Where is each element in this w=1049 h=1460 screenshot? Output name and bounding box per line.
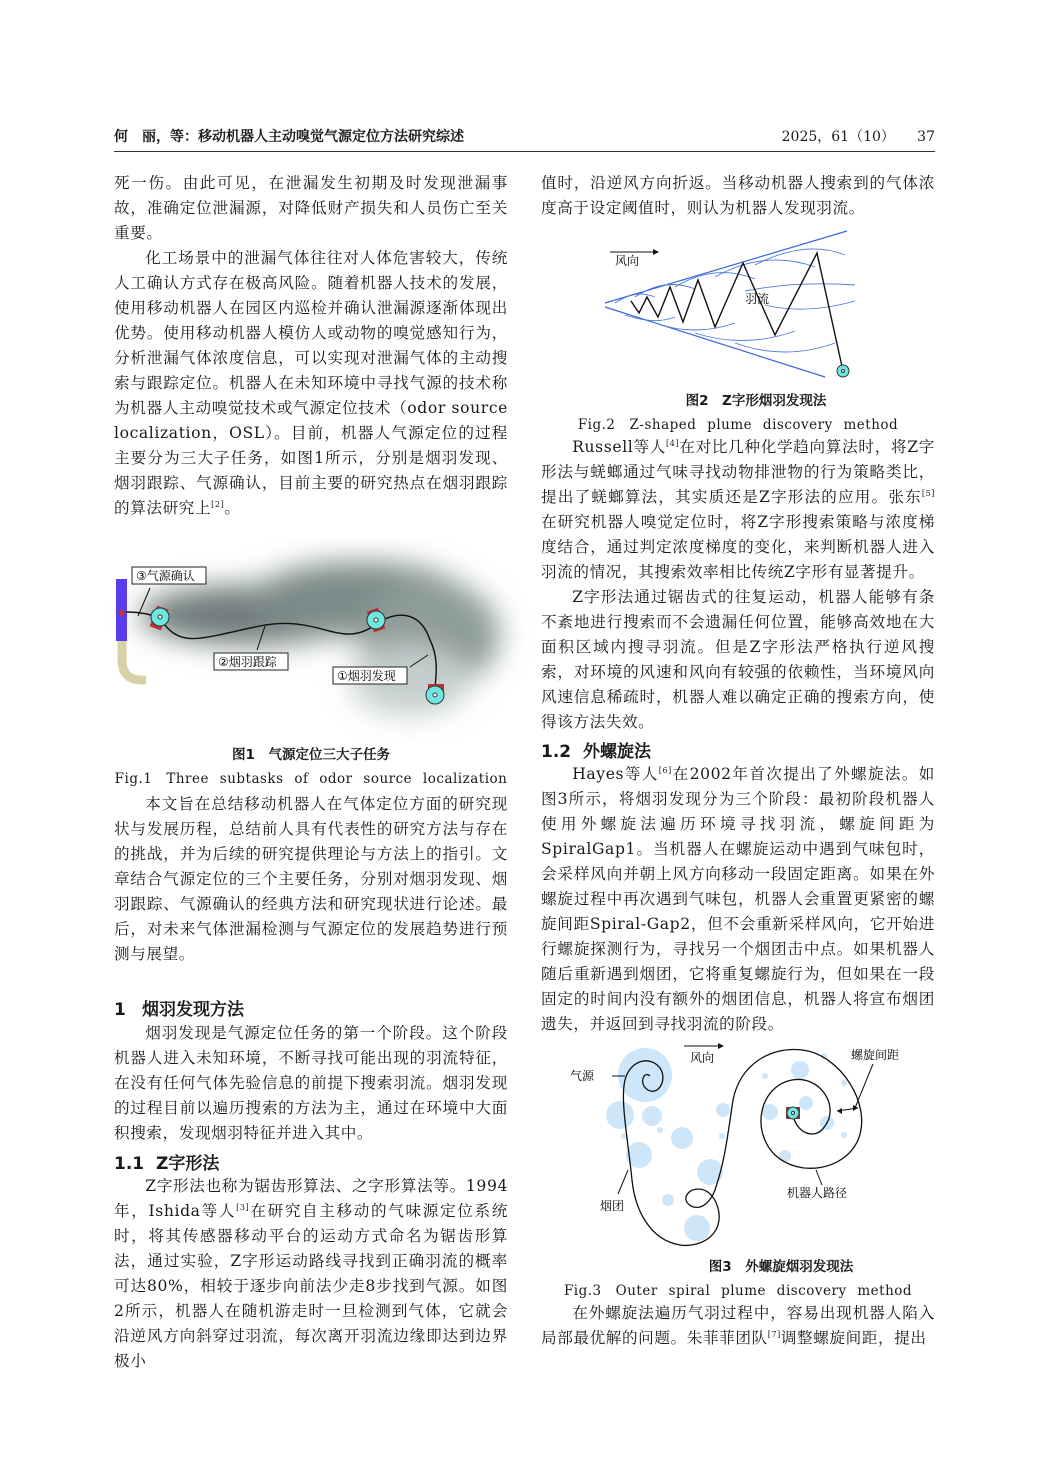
paragraph: 死一伤。由此可见，在泄漏发生初期及时发现泄漏事故，准确定位泄漏源，对降低财产损失和人员伤亡至关重要。 (114, 174, 508, 242)
puff-label: 烟团 (600, 1199, 625, 1213)
paragraph (541, 435, 935, 585)
robot-path-label: 机器人路径 (787, 1186, 848, 1200)
citation: [6] (658, 765, 672, 775)
header-title: 何 丽，等：移动机器人主动嗅觉气源定位方法研究综述 (114, 129, 464, 145)
header-issue: 2025，61（10） (781, 129, 895, 145)
figure-1-caption-en: Fig.1 Three subtasks of odor source localization (114, 771, 508, 787)
citation: [5] (921, 488, 935, 498)
robot-icon (837, 365, 849, 377)
running-header (114, 126, 935, 148)
robot-icon (426, 684, 444, 704)
paragraph-text: 在研究自主移动的气味源定位系统时，将其传感器移动平台的运动方式命名为锯齿形算法，通过实验，Z字形运动路线寻找到正确羽流的概率可达80%，相较于逐步向前法少走8步找到气源。如图2所示，机器人在随机游走时一旦检测到气体，它就会沿逆风方向斜穿过羽流，每次离开羽流边缘即达到边界极小 (114, 1202, 508, 1370)
paragraph (541, 762, 935, 1037)
section-heading-1-1 (114, 1149, 219, 1174)
plume-boundary (605, 231, 847, 303)
paragraph: 值时，沿逆风方向折返。当移动机器人搜索到的气体浓度高于设定阈值时，则认为机器人发现羽流。 (541, 174, 935, 217)
label-source-confirm: ③气源确认 (136, 569, 195, 583)
citation: [7] (767, 1329, 781, 1339)
section-title: 外螺旋法 (583, 742, 651, 762)
figure-3-caption-cn: 图3 外螺旋烟羽发现法 (708, 1259, 854, 1275)
paragraph (114, 246, 508, 521)
paragraph-text: 化工场景中的泄漏气体往往对人体危害较大，传统人工确认方式存在极高风险。随着机器人技术的发展，使用移动机器人在园区内巡检并确认泄漏源逐渐体现出优势。使用移动机器人模仿人或动物的嗅觉感知行为，分析泄漏气体浓度信息，可以实现对泄漏气体的主动搜索与跟踪定位。机器人在未知环境中寻找气源的技术称为机器人主动嗅觉技术或气源定位技术（odor source localization，OSL）。目前，机器人气源定位的过程主要分为三大子任务，如图1所示，分别是烟羽发现、烟羽跟踪、气源确认，目前主要的研究热点在烟羽跟踪的算法研究上 (114, 249, 508, 517)
paragraph-text: Z字形法也称为锯齿形算法、之字形算法等。1994年，Ishida等人 (114, 1177, 508, 1220)
citation: [2] (211, 499, 225, 509)
figure-2-diagram (595, 225, 875, 385)
figure-2-caption-en: Fig.2 Z-shaped plume discovery method (577, 417, 899, 433)
figure-3-caption-en: Fig.3 Outer spiral plume discovery method (563, 1283, 913, 1299)
paragraph: 烟羽发现是气源定位任务的第一个阶段。这个阶段机器人进入未知环境，不断寻找可能出现的羽流特征，在没有任何气体先验信息的前提下搜索羽流。烟羽发现的过程目前以遍历搜索的方法为主，通过在环境中大面积搜索，发现烟羽特征并进入其中。 (114, 1024, 508, 1142)
section-title: Z字形法 (156, 1154, 220, 1174)
figure-1-caption-cn: 图1 气源定位三大子任务 (232, 747, 390, 763)
plume-label: 羽流 (745, 292, 770, 306)
header-issue-page (782, 126, 935, 146)
paragraph-text: Russell等人 (572, 438, 667, 456)
section-number: 1.2 (541, 742, 572, 762)
header-rule (114, 151, 935, 152)
section-heading-1-2 (541, 737, 651, 762)
section-number: 1 (114, 1000, 126, 1020)
paragraph-text: 调整螺旋间距，提出 (780, 1329, 927, 1347)
paragraph: Z字形法通过锯齿式的往复运动，机器人能够有条不紊地进行搜索而不会遗漏任何位置，能够高效地在大面积区域内搜寻羽流。但是Z字形法严格执行逆风搜索，对环境的风速和风向有较强的依赖性，当环境风向风速信息稀疏时，机器人难以确定正确的搜索方向，使得该方法失效。 (541, 588, 935, 731)
wind-direction-label: 风向 (615, 254, 640, 268)
paragraph (541, 1301, 935, 1351)
section-title: 烟羽发现方法 (142, 1000, 244, 1020)
paragraph: 本文旨在总结移动机器人在气体定位方面的研究现状与发展历程，总结前人具有代表性的研究方法与存在的挑战，并为后续的研究提供理论与方法上的指引。文章结合气源定位的三个主要任务，分别对烟羽发现、烟羽跟踪、气源确认的经典方法和研究现状进行论述。最后，对未来气体泄漏检测与气源定位的发展趋势进行预测与展望。 (114, 795, 508, 963)
paragraph (114, 1174, 508, 1374)
citation: [3] (236, 1202, 250, 1212)
wind-direction-label: 风向 (690, 1051, 715, 1065)
paragraph-text: 。 (224, 499, 241, 517)
plume-boundary (605, 307, 825, 377)
robot-icon (786, 1107, 800, 1119)
paragraph-text: 在2002年首次提出了外螺旋法。如图3所示，将烟羽发现分为三个阶段：最初阶段机器人使用外螺旋法遍历环境寻找羽流，螺旋间距为SpiralGap1。当机器人在螺旋运动中遇到气味包时，会采样风向并朝上风方向移动一段固定距离。如果在外螺旋过程中再次遇到气味包，机器人会重置更紧密的螺旋间距Spiral-Gap2，但不会重新采样风向，它开始进行螺旋探测行为，寻找另一个烟团击中点。如果机器人随后重新遇到烟团，它将重复螺旋行为，但如果在一段固定的时间内没有额外的烟团信息，机器人将宣布烟团遗失，并返回到寻找羽流的阶段。 (541, 765, 935, 1033)
paragraph-text: Hayes等人 (572, 765, 659, 783)
citation: [4] (666, 438, 680, 448)
zigzag-path (631, 253, 843, 371)
figure-3-diagram (540, 1040, 940, 1250)
spiral-gap-label: 螺旋间距 (851, 1048, 900, 1062)
label-plume-tracking: ②烟羽跟踪 (218, 655, 277, 669)
gas-source-label: 气源 (570, 1069, 595, 1083)
page-number: 37 (917, 129, 935, 145)
figure-2-caption-cn: 图2 Z字形烟羽发现法 (685, 393, 827, 409)
paragraph-text: 在外螺旋法遍历气羽过程中，容易出现机器人陷入局部最优解的问题。朱菲菲团队 (541, 1304, 935, 1347)
section-number: 1.1 (114, 1154, 145, 1174)
paragraph-text: 在对比几种化学趋向算法时，将Z字形法与蜣螂通过气味寻找动物排泄物的行为策略类比，提出了蜣螂算法，其实质还是Z字形法的应用。张东 (541, 438, 935, 506)
label-plume-discovery: ①烟羽发现 (337, 669, 396, 683)
section-heading-1 (114, 995, 244, 1020)
figure-1-diagram (110, 540, 530, 740)
paragraph-text: 在研究机器人嗅觉定位时，将Z字形搜索策略与浓度梯度结合，通过判定浓度梯度的变化，来判断机器人进入羽流的情况，其搜索效率相比传统Z字形有显著提升。 (541, 513, 935, 581)
